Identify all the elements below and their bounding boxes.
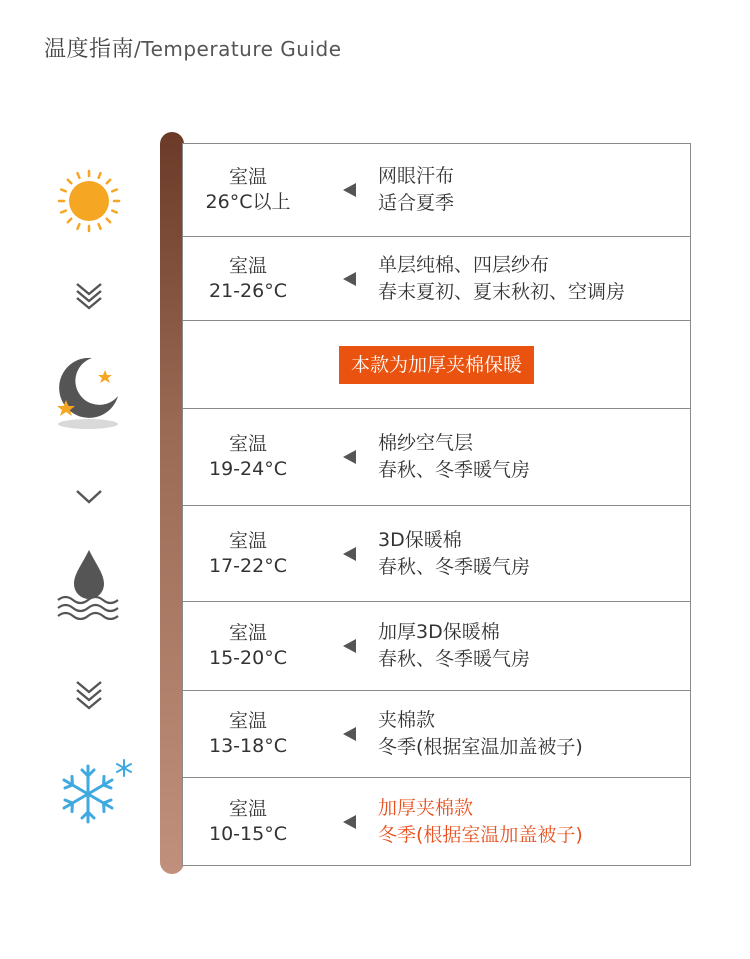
moon-icon (52, 352, 124, 432)
temperature-table (182, 143, 691, 866)
temp-cell (183, 506, 313, 601)
fabric-season: 适合夏季 (378, 192, 455, 214)
water-drop-icon (54, 546, 124, 620)
temp-range: 26°C以上 (205, 191, 291, 213)
fabric-desc (378, 237, 686, 320)
temp-range: 17-22°C (209, 554, 287, 577)
temp-label: 室温 (228, 622, 267, 644)
temp-label: 室温 (228, 433, 267, 455)
fabric-desc (378, 691, 686, 777)
fabric-desc-highlight (378, 778, 686, 865)
fabric-name: 加厚3D保暖棉 (378, 621, 500, 643)
temp-label: 室温 (228, 166, 267, 188)
sun-icon (56, 168, 122, 234)
temp-cell (183, 691, 313, 777)
temp-label: 室温 (228, 797, 267, 820)
fabric-name: 3D保暖棉 (378, 528, 462, 551)
temp-cell (183, 778, 313, 865)
temp-label: 室温 (228, 710, 267, 732)
temp-range: 15-20°C (209, 647, 287, 669)
chevron-down-icon (74, 486, 104, 508)
temp-range: 21-26°C (209, 279, 287, 302)
fabric-season: 春秋、冬季暖气房 (378, 555, 531, 578)
fabric-desc (378, 602, 686, 690)
fabric-season: 春秋、冬季暖气房 (378, 459, 531, 481)
temp-range: 19-24°C (209, 458, 287, 480)
temp-range: 13-18°C (209, 735, 287, 757)
temp-label: 室温 (228, 254, 267, 277)
temp-range: 10-15°C (209, 822, 287, 845)
product-banner: 本款为加厚夹棉保暖 (339, 346, 534, 384)
fabric-season: 春秋、冬季暖气房 (378, 648, 531, 670)
arrow-left-icon (343, 183, 356, 197)
temp-cell (183, 237, 313, 320)
table-row (183, 602, 690, 691)
fabric-season: 春末夏初、夏末秋初、空调房 (378, 280, 626, 303)
temp-label: 室温 (228, 529, 267, 552)
triple-chevron-down-icon (74, 678, 104, 712)
table-row (183, 144, 690, 237)
table-row (183, 506, 690, 602)
fabric-desc (378, 409, 686, 505)
table-row (183, 237, 690, 321)
title-en: /Temperature Guide (134, 37, 342, 61)
fabric-name: 加厚夹棉款 (378, 796, 474, 819)
table-row (183, 321, 690, 409)
triple-chevron-down-icon (74, 280, 104, 310)
arrow-left-icon (343, 815, 356, 829)
temp-cell (183, 409, 313, 505)
arrow-left-icon (343, 547, 356, 561)
arrow-left-icon (343, 727, 356, 741)
fabric-desc (378, 144, 686, 236)
fabric-desc (378, 506, 686, 601)
table-row (183, 691, 690, 778)
snowflake-icon (54, 756, 138, 826)
fabric-season: 冬季(根据室温加盖被子) (378, 736, 583, 758)
temperature-gradient-bar (160, 132, 184, 874)
fabric-name: 夹棉款 (378, 709, 436, 731)
table-row (183, 409, 690, 506)
fabric-name: 棉纱空气层 (378, 432, 474, 454)
fabric-season: 冬季(根据室温加盖被子) (378, 823, 583, 846)
title-zh: 温度指南 (44, 37, 135, 62)
arrow-left-icon (343, 450, 356, 464)
arrow-left-icon (343, 639, 356, 653)
temp-cell (183, 144, 313, 236)
table-row (183, 778, 690, 865)
fabric-name: 单层纯棉、四层纱布 (378, 253, 550, 276)
fabric-name: 网眼汗布 (378, 165, 455, 187)
arrow-left-icon (343, 272, 356, 286)
temp-cell (183, 602, 313, 690)
page-title (44, 32, 342, 63)
